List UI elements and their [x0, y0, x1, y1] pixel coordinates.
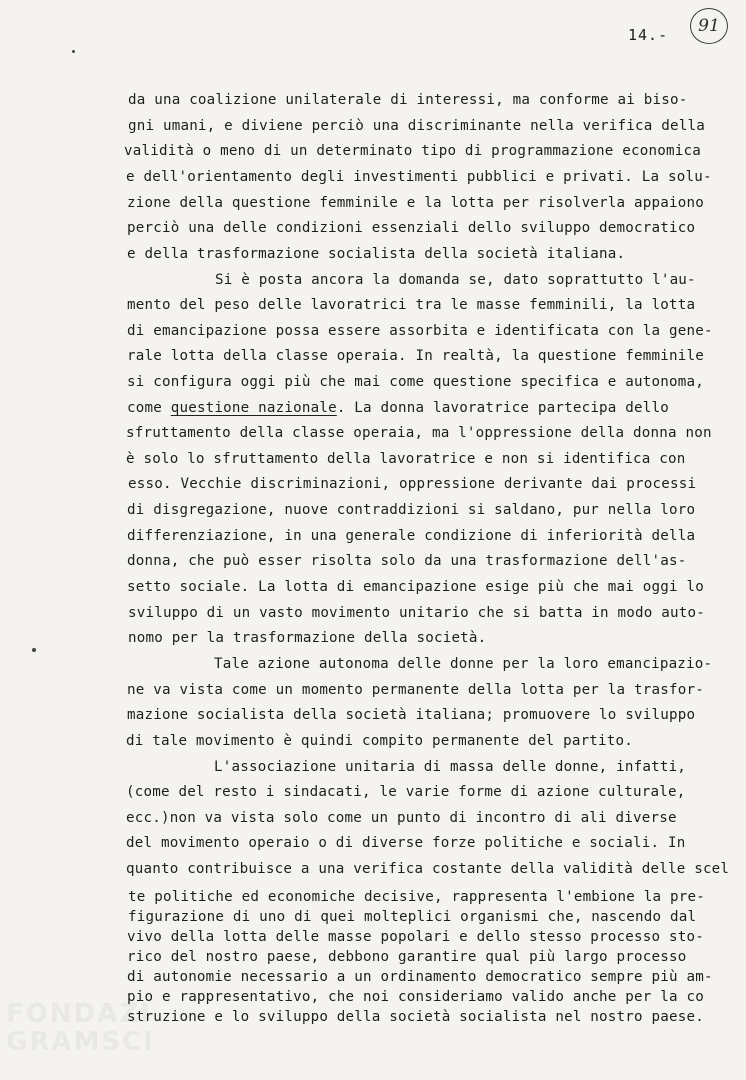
text-line: setto sociale. La lotta di emancipazione esige più che mai oggi lo [127, 579, 704, 595]
text-run: come [127, 400, 171, 416]
text-line: ne va vista come un momento permanente della lotta per la trasfor- [127, 682, 704, 698]
page-number: 14.- [628, 26, 669, 44]
text-line: (come del resto i sindacati, le varie forme di azione culturale, [126, 784, 686, 800]
text-line [127, 398, 669, 418]
text-line: sviluppo di un vasto movimento unitario che si batta in modo auto- [128, 605, 705, 621]
text-line: nomo per la trasformazione della società. [128, 630, 487, 646]
text-line: si configura oggi più che mai come questione specifica e autonoma, [127, 374, 704, 390]
text-run: . La donna lavoratrice partecipa dello [336, 400, 669, 416]
underlined-phrase: questione nazionale [170, 400, 337, 416]
text-line: validità o meno di un determinato tipo di programmazione economica [124, 143, 701, 159]
punch-mark [32, 648, 36, 652]
text-line: mazione socialista della società italiana; promuovere lo sviluppo [127, 707, 696, 723]
text-line: sfruttamento della classe operaia, ma l'oppressione della donna non [126, 425, 712, 441]
text-line: da una coalizione unilaterale di interessi, ma conforme ai biso- [128, 92, 688, 108]
text-line: differenziazione, in una generale condizione di inferiorità della [127, 528, 696, 544]
text-line: del movimento operaio o di diverse forze politiche e sociali. In [126, 835, 686, 851]
text-line: quanto contribuisce a una verifica costante della validità delle scel [126, 861, 730, 877]
text-line: rale lotta della classe operaia. In realtà, la questione femminile [127, 348, 704, 364]
text-line: struzione e lo sviluppo della società socialista nel nostro paese. [127, 1009, 704, 1025]
text-line: zione della questione femminile e la lotta per risolverla appaiono [127, 195, 704, 211]
text-line: di disgregazione, nuove contraddizioni si saldano, pur nella loro [127, 502, 696, 518]
text-line: donna, che può esser risolta solo da una trasformazione dell'as- [127, 553, 687, 569]
text-line: gni umani, e diviene perciò una discriminante nella verifica della [128, 118, 705, 134]
text-line: rico del nostro paese, debbono garantire qual più largo processo [127, 949, 687, 965]
text-line: L'associazione unitaria di massa delle donne, infatti, [214, 759, 687, 775]
text-line: Tale azione autonoma delle donne per la loro emancipazio- [214, 656, 713, 672]
text-line: vivo della lotta delle masse popolari e dello stesso processo sto- [127, 929, 704, 945]
text-line: figurazione di uno di quei molteplici organismi che, nascendo dal [128, 909, 697, 925]
archive-watermark: FONDAZI GRAMSCI [6, 999, 155, 1057]
text-line: di autonomie necessario a un ordinamento democratico sempre più am- [127, 969, 713, 985]
folio-stamp: 91 [690, 8, 728, 44]
text-line: esso. Vecchie discriminazioni, oppressione derivante dai processi [128, 476, 697, 492]
text-line: te politiche ed economiche decisive, rappresenta l'embione la pre- [128, 889, 705, 905]
text-line: di tale movimento è quindi compito permanente del partito. [126, 733, 634, 749]
text-line: è solo lo sfruttamento della lavoratrice e non si identifica con [126, 451, 686, 467]
text-line: e della trasformazione socialista della società italiana. [127, 246, 626, 262]
text-line: ecc.)non va vista solo come un punto di incontro di ali diverse [126, 810, 677, 826]
text-line: pio e rappresentativo, che noi consideriamo valido anche per la co [127, 989, 704, 1005]
text-line: mento del peso delle lavoratrici tra le masse femminili, la lotta [127, 297, 696, 313]
text-line: perciò una delle condizioni essenziali dello sviluppo democratico [127, 220, 696, 236]
text-line: di emancipazione possa essere assorbita e identificata con la gene- [127, 323, 713, 339]
text-line: e dell'orientamento degli investimenti pubblici e privati. La solu- [126, 169, 712, 185]
punch-mark [72, 50, 75, 53]
text-line: Si è posta ancora la domanda se, dato soprattutto l'au- [215, 272, 696, 288]
